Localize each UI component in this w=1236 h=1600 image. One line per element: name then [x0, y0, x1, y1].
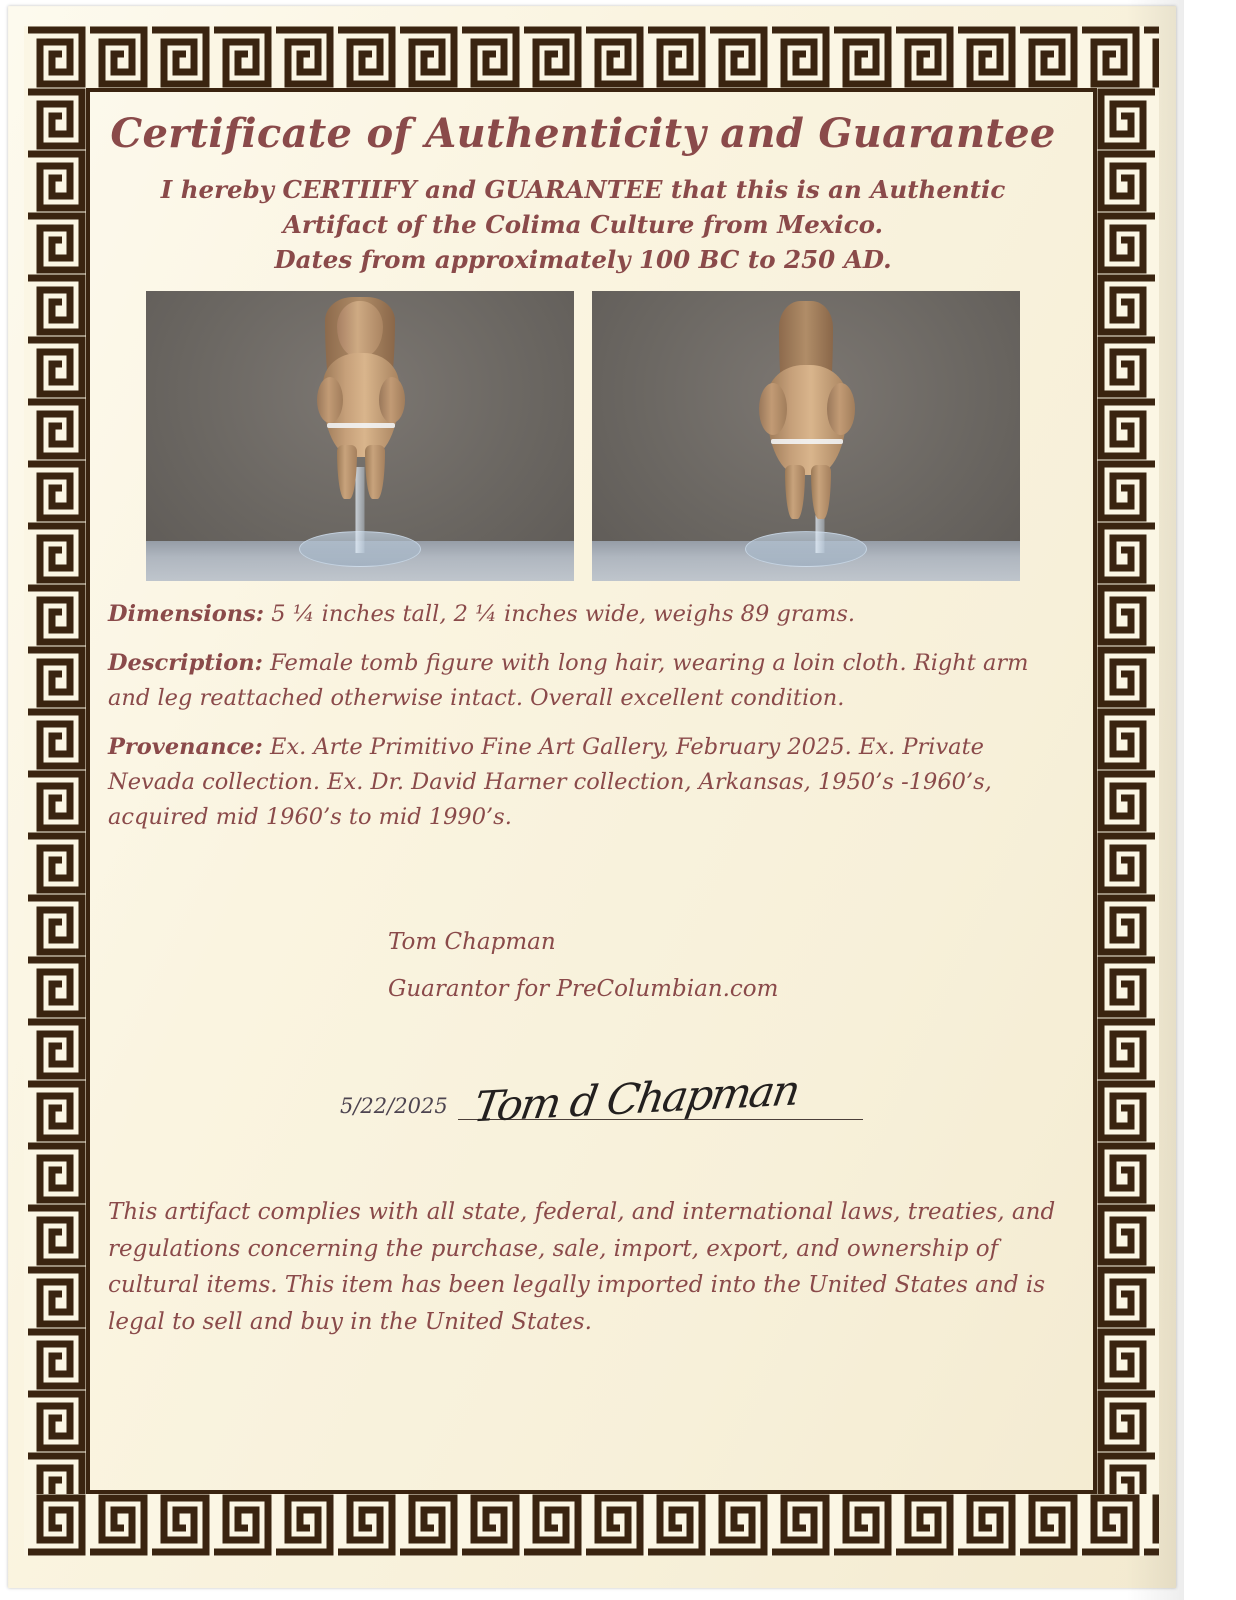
signer-block — [108, 919, 1058, 1013]
field-provenance — [108, 730, 1058, 835]
artifact-photo-front — [146, 291, 574, 581]
inner-rule-left — [86, 88, 90, 1494]
field-dimensions-value: 5 ¼ inches tall, 2 ¼ inches wide, weighs 89 grams. — [264, 601, 856, 628]
figure-leg-right — [811, 465, 831, 519]
figure-front — [285, 295, 435, 495]
field-description — [108, 646, 1058, 716]
field-description-value: Female tomb figure with long hair, wearing a loin cloth. Right arm and leg reattached otherwise intact. Overall excellent condition. — [108, 650, 1029, 712]
legal-statement: This artifact complies with all state, federal, and international laws, treaties, and regulations concerning the purchase, sale, import, export, and ownership of cultural items. This item has been legally imported into the United States and is legal to sell and buy in the United States. — [108, 1198, 1056, 1336]
field-description-label: Description: — [108, 650, 263, 677]
figure-arm-left — [759, 383, 787, 435]
figure-leg-right — [365, 445, 385, 499]
figure-back — [731, 301, 881, 515]
figure-arm-right — [827, 383, 855, 435]
figure-arm-left — [317, 377, 343, 423]
signer-name: Tom Chapman — [388, 928, 556, 955]
artifact-photo-back — [592, 291, 1020, 581]
greek-key-bottom-icon — [24, 1494, 1159, 1556]
field-provenance-label: Provenance: — [108, 733, 263, 760]
inner-rule-bottom — [86, 1490, 1097, 1494]
signature-line — [458, 1065, 863, 1132]
greek-key-top-icon — [24, 26, 1159, 88]
figure-leg-left — [785, 465, 805, 519]
certify-line-2: Artifact of the Colima Culture from Mexico. — [282, 209, 884, 239]
inner-rule-right — [1093, 88, 1097, 1494]
figure-loin-cloth — [771, 439, 843, 444]
signature-date: 5/22/2025 — [340, 1093, 448, 1118]
certificate-content — [108, 110, 1058, 1364]
inner-rule-top — [86, 88, 1097, 92]
certify-statement — [108, 173, 1058, 277]
signer-role: Guarantor for PreColumbian.com — [388, 975, 779, 1002]
figure-leg-left — [337, 445, 357, 499]
photo-display-stand — [745, 531, 867, 567]
field-dimensions — [108, 597, 1058, 632]
figure-head — [337, 301, 383, 357]
figure-arm-right — [379, 377, 405, 423]
figure-loin-cloth — [327, 423, 395, 428]
field-dimensions-label: Dimensions: — [108, 601, 265, 628]
handwritten-signature: Tom d Chapman — [470, 1065, 802, 1132]
field-provenance-value: Ex. Arte Primitivo Fine Art Gallery, February 2025. Ex. Private Nevada collection. Ex. Dr. David Harner collection, Arkansas, 1950’s -1960’s, acquired mid 1960’s to mid 1990’s. — [108, 733, 992, 830]
page-title: Certificate of Authenticity and Guarantee — [110, 110, 1056, 157]
certify-line-3: Dates from approximately 100 BC to 250 AD. — [274, 244, 892, 274]
greek-key-right-icon — [1097, 88, 1159, 1494]
artifact-photos — [108, 291, 1058, 581]
certify-line-1: I hereby CERTIIFY and GUARANTEE that this is an Authentic — [160, 175, 1006, 204]
signature-row — [108, 1065, 1058, 1132]
greek-key-left-icon — [24, 88, 86, 1494]
